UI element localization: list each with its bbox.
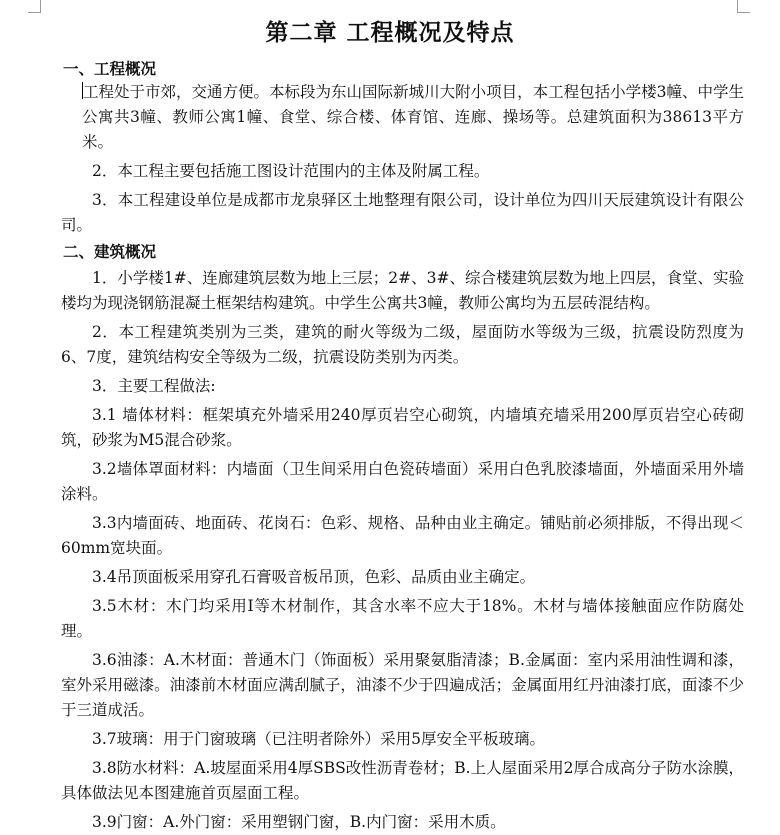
paragraph[interactable]: 2．本工程建筑类别为三类，建筑的耐火等级为二级，屋面防水等级为三级，抗震设防烈度为6、7度，建筑结构安全等级为二级，抗震设防类别为丙类。: [61, 323, 744, 366]
chapter-title: 第二章 工程概况及特点: [265, 19, 515, 46]
paragraph[interactable]: 3.1 墙体材料：框架填充外墙采用240厚页岩空心砌筑，内墙填充墙采用200厚页岩空心砖砌筑，砂浆为M5混合砂浆。: [61, 406, 744, 449]
section-heading-architecture-overview: 二、建筑概况: [63, 242, 157, 261]
paragraph[interactable]: 工程处于市郊，交通方便。本标段为东山国际新城川大附小项目，本工程包括小学楼3幢、中学生公寓共3幢、教师公寓1幢、食堂、综合楼、体育馆、连廊、操场等。总建筑面积为38613平方米。: [82, 83, 744, 151]
crop-mark-top-left: [28, 0, 41, 13]
crop-mark-top-right: [737, 0, 750, 13]
paragraph[interactable]: 3.2墙体罩面材料：内墙面（卫生间采用白色瓷砖墙面）采用白色乳胶漆墙面，外墙面采用外墙涂料。: [61, 460, 744, 503]
paragraph[interactable]: 3.5木材：木门均采用Ⅰ等木材制作，其含水率不应大于18%。木材与墙体接触面应作防腐处理。: [61, 597, 744, 640]
paragraph[interactable]: 3.4吊顶面板采用穿孔石膏吸音板吊顶，色彩、品质由业主确定。: [92, 568, 536, 586]
paragraph[interactable]: 3.9门窗：A.外门窗：采用塑钢门窗，B.内门窗：采用木质。: [92, 813, 506, 831]
paragraph[interactable]: 1．小学楼1#、连廊建筑层数为地上三层；2#、3#、综合楼建筑层数为地上四层，食堂、实验楼均为现浇钢筋混凝土框架结构建筑。中学生公寓共3幢，教师公寓均为五层砖混结构。: [61, 269, 744, 312]
paragraph[interactable]: 3.7玻璃：用于门窗玻璃（已注明者除外）采用5厚安全平板玻璃。: [92, 730, 546, 748]
document-body[interactable]: [61, 58, 744, 835]
paragraph[interactable]: 3.3内墙面砖、地面砖、花岗石：色彩、规格、品种由业主确定。铺贴前必须排版，不得出现＜60mm宽块面。: [61, 514, 744, 557]
paragraph[interactable]: 3.6油漆：A.木材面：普通木门（饰面板）采用聚氨脂清漆；B.金属面：室内采用油性调和漆，室外采用磁漆。油漆前木材面应满刮腻子，油漆不少于四遍成活；金属面用红丹油漆打底，面漆不少于三道成活。: [61, 651, 744, 719]
paragraph[interactable]: 2．本工程主要包括施工图设计范围内的主体及附属工程。: [92, 162, 490, 180]
paragraph[interactable]: 3．本工程建设单位是成都市龙泉驿区土地整理有限公司，设计单位为四川天辰建筑设计有限公司。: [61, 191, 744, 234]
paragraph[interactable]: 3.8防水材料：A.坡屋面采用4厚SBS改性沥青卷材；B.上人屋面采用2厚合成高分子防水涂膜，具体做法见本图建施首页屋面工程。: [61, 759, 744, 802]
section-heading-project-overview: 一、工程概况: [63, 59, 157, 78]
paragraph[interactable]: 3．主要工程做法:: [92, 377, 216, 395]
